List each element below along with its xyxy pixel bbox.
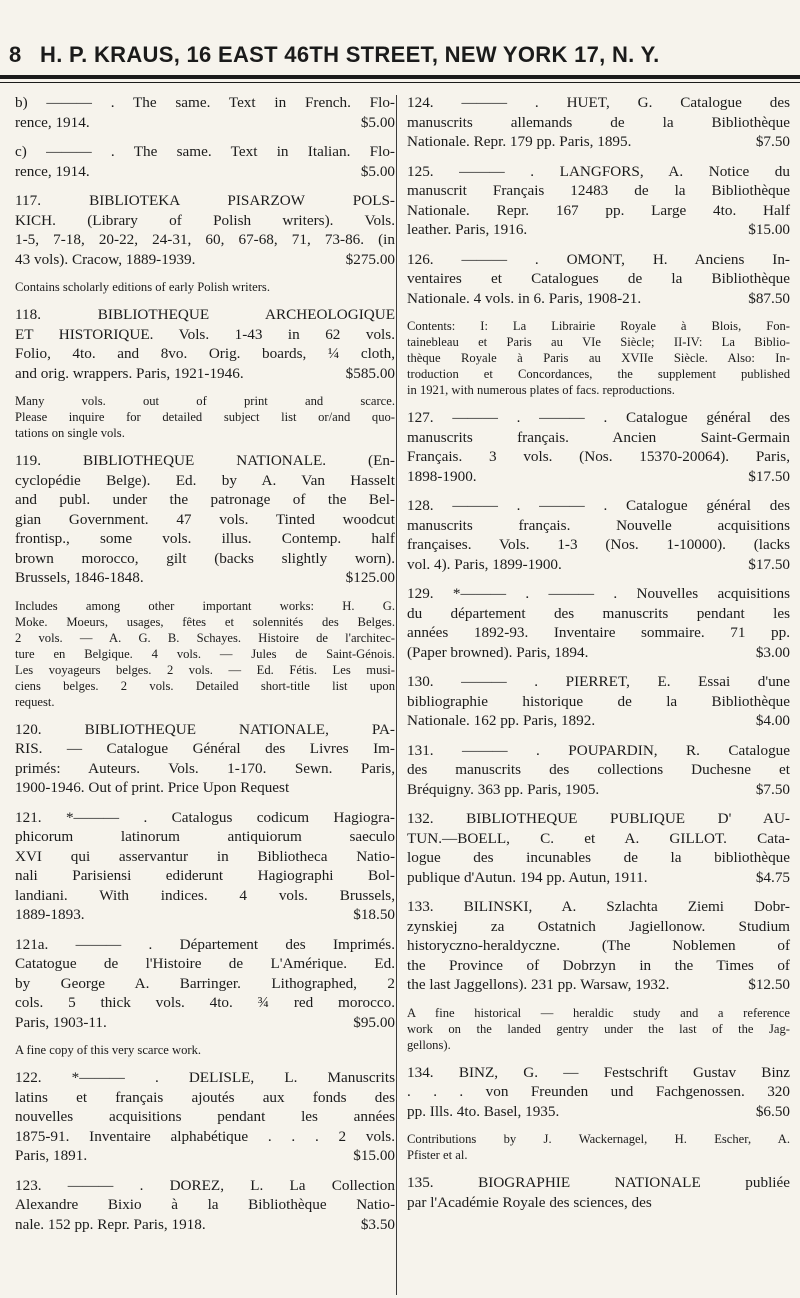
entry-price: $4.00 [755,712,790,729]
entry-line: ventaires et Catalogues de la Bibliothèque [407,270,790,287]
entry-line: 129. *——— . ——— . Nouvelles acquisitions [407,585,790,602]
entry-price: $7.50 [755,780,790,798]
right-column [407,93,790,1222]
catalogue-entry-119 [15,451,395,588]
entry-line [15,250,395,270]
entry-line: manuscrit Français 12483 de la Bibliothèque [407,182,790,199]
entry-line: 1900-1946. Out of print. Price Upon Request [15,779,290,796]
entry-line: 125. ——— . LANGFORS, A. Notice du [407,162,790,180]
entry-text: rence, 1914. [15,113,90,131]
page-number: 8 [9,42,22,67]
catalogue-entry-131 [407,741,790,800]
entry-line [407,643,790,663]
entry-line: cyclopédie Belge). Ed. by A. Van Hasselt [15,471,395,489]
note-line: tainebleau et Paris au VIe Siècle; II-IV: La Biblio- [407,335,790,349]
entry-line: Folio, 4to. and 8vo. Orig. boards, ¼ cloth, [15,345,395,362]
entry-line: 130. ——— . PIERRET, E. Essai d'une [407,673,790,690]
entry-text: Paris, 1903-11. [15,1013,107,1031]
entry-text: leather. Paris, 1916. [407,221,528,238]
entry-line: nali Parisiensi ediderunt Hagiographi Bol- [15,867,395,884]
catalogue-entry-124 [407,93,790,152]
note-line: A fine historical — heraldic study and a reference [407,1005,790,1020]
catalogue-entry-121 [15,808,395,925]
entry-text: rence, 1914. [15,162,90,180]
entry-line: RIS. — Catalogue Général des Livres Im- [15,740,395,757]
entry-line: 127. ——— . ——— . Catalogue général des [407,409,790,426]
note-line: Many vols. out of print and scarce. [15,394,395,408]
entry-line: frontisp., some vols. illus. Contemp. half [15,530,395,547]
note-line: Les voyageurs belges. 2 vols. — Ed. Fétis. Les musi- [15,662,395,677]
entry-line: Français. 3 vols. (Nos. 15370-20064). Paris, [407,448,790,465]
entry-line: 119. BIBLIOTHEQUE NATIONALE. (En- [15,452,395,469]
entry-price: $15.00 [353,1147,395,1164]
note-line: Pfister et al. [407,1148,468,1162]
entry-price: $585.00 [345,364,395,382]
entry-line [407,220,790,240]
entry-line [15,568,395,588]
catalogue-entry-134 [407,1063,790,1122]
entry-price: $5.00 [360,162,395,180]
catalogue-entry-121a [15,935,395,1033]
entry-line [407,975,790,995]
entry-line: 117. BIBLIOTEKA PISARZOW POLS- [15,192,395,209]
entry-line [15,1215,395,1235]
entry-text: 1889-1893. [15,906,85,923]
entry-line: Alexandre Bixio à la Bibliothèque Natio- [15,1196,395,1213]
entry-price: $3.50 [360,1215,395,1233]
entry-text: 1898-1900. [407,467,477,485]
note-line: request. [15,694,55,709]
entry-line: 135. BIOGRAPHIE NATIONALE publiée [407,1174,790,1191]
page-header [0,40,800,80]
entry-line: KICH. (Library of Polish writers). Vols. [15,211,395,229]
entry-line: 134. BINZ, G. — Festschrift Gustav Binz [407,1063,790,1081]
entry-line [407,132,790,152]
entry-line [15,905,395,925]
note-line: ture en Belgique. 4 vols. — Jules de Saint-Génois. [15,646,395,661]
entry-line: gian Government. 47 vols. Tinted woodcut [15,510,395,528]
entry-line [15,113,395,133]
entry-text: vol. 4). Paris, 1899-1900. [407,555,562,573]
entry-price: $15.00 [748,221,790,238]
entry-note [407,318,790,398]
entry-price: $3.00 [755,643,790,661]
entry-line: du département des manuscrits pendant les [407,604,790,622]
entry-line [15,1013,395,1033]
entry-note [407,1005,790,1053]
entry-price: $275.00 [345,250,395,268]
dealer-address: H. P. KRAUS, 16 EAST 46TH STREET, NEW YORK 17, N. Y. [40,42,660,67]
entry-line: par l'Académie Royale des sciences, des [407,1193,652,1211]
entry-line: 133. BILINSKI, A. Szlachta Ziemi Dobr- [407,898,790,915]
entry-text: Brussels, 1846-1848. [15,569,144,586]
entry-price: $87.50 [748,289,790,307]
catalogue-entry-122 [15,1068,395,1166]
entry-line [15,364,395,384]
entry-line: 122. *——— . DELISLE, L. Manuscrits [15,1069,395,1086]
entry-line [15,1146,395,1166]
entry-line: 124. ——— . HUET, G. Catalogue des [407,94,790,111]
entry-text: Nationale. 162 pp. Paris, 1892. [407,712,596,729]
entry-line [407,555,790,575]
entry-line: phicorum latinorum antiquiorum saeculo [15,828,395,845]
entry-text: 43 vols). Cracow, 1889-1939. [15,250,196,268]
entry-line: 131. ——— . POUPARDIN, R. Catalogue [407,741,790,759]
entry-note [407,1131,790,1163]
entry-price: $12.50 [748,976,790,993]
entry-text: publique d'Autun. 194 pp. Autun, 1911. [407,868,648,886]
entry-line [407,1102,790,1122]
entry-line: 1-5, 7-18, 20-22, 24-31, 60, 67-68, 71, 73-86. (in [15,231,395,248]
entry-line: manuscrits français. Nouvelle acquisitions [407,516,790,534]
header-rule-thin [0,82,800,83]
note-line: 2 vols. — A. G. B. Schayes. Histoire de l'architec- [15,630,395,645]
entry-note [15,1042,395,1058]
note-line: Includes among other important works: H. G. [15,598,395,613]
catalogue-entry-130 [407,672,790,731]
entry-line: ET HISTORIQUE. Vols. 1-43 in 62 vols. [15,325,395,343]
entry-price: $4.75 [755,868,790,886]
entry-line [407,289,790,309]
entry-line: 121. *——— . Catalogus codicum Hagiogra- [15,808,395,826]
left-column [15,93,395,1244]
entry-line: 121a. ——— . Département des Imprimés. [15,935,395,953]
entry-text: nale. 152 pp. Repr. Paris, 1918. [15,1215,206,1233]
entry-line: brown morocco, gilt (backs slightly worn). [15,549,395,567]
entry-line: bibliographie historique de la Bibliothèque [407,692,790,710]
entry-note [15,279,395,295]
column-divider [396,95,397,1295]
entry-line: zynskiej za Ostatnich Jagiellonow. Studium [407,917,790,935]
entry-line: primés: Auteurs. Vols. 1-170. Sewn. Paris, [15,759,395,777]
entry-line: 1875-91. Inventaire alphabétique . . . 2 vols. [15,1127,395,1145]
entry-text: pp. Ills. 4to. Basel, 1935. [407,1102,560,1120]
entry-text: the last Jaggellons). 231 pp. Warsaw, 1932. [407,976,670,993]
entry-price: $17.50 [748,467,790,485]
entry-line: manuscrits français. Ancien Saint-Germain [407,428,790,446]
catalogue-entry-c [15,142,395,181]
catalogue-entry-117 [15,191,395,269]
header-rule-thick [0,75,800,79]
entry-price: $6.50 [755,1102,790,1120]
entry-line: 118. BIBLIOTHEQUE ARCHEOLOGIQUE [15,306,395,323]
entry-price: $125.00 [345,569,395,586]
entry-text: and orig. wrappers. Paris, 1921-1946. [15,364,244,382]
entry-line [407,780,790,800]
catalogue-entry-127 [407,408,790,486]
entry-line: 123. ——— . DOREZ, L. La Collection [15,1176,395,1194]
note-line: A fine copy of this very scarce work. [15,1043,202,1057]
entry-line: XVI qui asservantur in Bibliotheca Natio- [15,847,395,865]
entry-line: the Province of Dobrzyn in the Times of [407,956,790,974]
entry-line: années 1892-93. Inventaire sommaire. 71 pp. [407,624,790,641]
entry-line: 128. ——— . ——— . Catalogue général des [407,497,790,514]
note-line: Moke. Moeurs, usages, fêtes et solennités des Belges. [15,614,395,629]
entry-line [407,868,790,888]
entry-line: historyczno-heraldyczne. (The Noblemen of [407,937,790,954]
entry-line: latins et français ajoutés aux fonds des [15,1088,395,1106]
note-line: work on the landed gentry under the last of the Jag- [407,1021,790,1036]
catalogue-entry-126 [407,250,790,309]
entry-line [407,467,790,487]
entry-line: 132. BIBLIOTHEQUE PUBLIQUE D' AU- [407,810,790,827]
entry-line: des manuscrits des collections Duchesne et [407,761,790,778]
catalogue-entry-120 [15,720,395,798]
entry-line: by George A. Barringer. Lithographed, 2 [15,974,395,992]
entry-line: and publ. under the patronage of the Bel- [15,491,395,508]
note-line: thèque Royale à Paris au XVIIe Siècle. Also: In- [407,351,790,365]
entry-line: c) ——— . The same. Text in Italian. Flo- [15,143,395,160]
note-line: Contributions by J. Wackernagel, H. Escher, A. [407,1132,790,1146]
entry-line [407,711,790,731]
note-line: troduction et Concordances, the supplement published [407,367,790,381]
entry-line: b) ——— . The same. Text in French. Flo- [15,94,395,111]
catalogue-entry-132 [407,809,790,887]
entry-line: Catatogue de l'Histoire de L'Amérique. Ed. [15,955,395,972]
entry-text: Nationale. 4 vols. in 6. Paris, 1908-21. [407,289,642,307]
entry-text: Paris, 1891. [15,1147,88,1164]
catalogue-entry-133 [407,897,790,995]
entry-text: Bréquigny. 363 pp. Paris, 1905. [407,780,600,798]
note-line: ciens belges. 2 vols. Detailed short-title list upon [15,678,395,693]
entry-line: TUN.—BOELL, C. et A. GILLOT. Cata- [407,829,790,847]
entry-line: 126. ——— . OMONT, H. Anciens In- [407,250,790,268]
entry-price: $18.50 [353,906,395,923]
entry-line: nouvelles acquisitions pendant les années [15,1108,395,1125]
entry-line: cols. 5 thick vols. 4to. ¾ red morocco. [15,994,395,1011]
entry-line: logue des incunables de la bibliothèque [407,849,790,866]
note-line: in 1921, with numerous plates of facs. reproductions. [407,383,675,397]
catalogue-entry-123 [15,1176,395,1235]
catalogue-entry-128 [407,496,790,574]
note-line: Please inquire for detailed subject list or/and quo- [15,410,395,424]
entry-note [15,598,395,710]
entry-line: . . . von Freunden und Fachgenossen. 320 [407,1083,790,1100]
catalogue-entry-135 [407,1173,790,1212]
note-line: Contains scholarly editions of early Polish writers. [15,280,270,294]
entry-line: manuscrits allemands de la Bibliothèque [407,113,790,131]
entry-line: 120. BIBLIOTHEQUE NATIONALE, PA- [15,720,395,738]
entry-line [15,162,395,182]
entry-line: landiani. With indices. 4 vols. Brussels, [15,886,395,904]
catalogue-entry-129 [407,584,790,662]
entry-price: $95.00 [353,1013,395,1031]
entry-line: françaises. Vols. 1-3 (Nos. 1-10000). (lacks [407,536,790,553]
entry-note [15,393,395,441]
entry-text: Nationale. Repr. 179 pp. Paris, 1895. [407,133,632,150]
catalogue-entry-118 [15,305,395,383]
entry-text: (Paper browned). Paris, 1894. [407,643,589,661]
note-line: gellons). [407,1037,451,1052]
catalogue-entry-125 [407,162,790,240]
entry-price: $7.50 [755,133,790,150]
note-line: tations on single vols. [15,426,125,440]
catalogue-entry-b [15,93,395,132]
note-line: Contents: I: La Librairie Royale à Blois, Fon- [407,319,790,333]
entry-line: Nationale. Repr. 167 pp. Large 4to. Half [407,201,790,219]
entry-price: $17.50 [748,555,790,573]
entry-price: $5.00 [360,113,395,131]
